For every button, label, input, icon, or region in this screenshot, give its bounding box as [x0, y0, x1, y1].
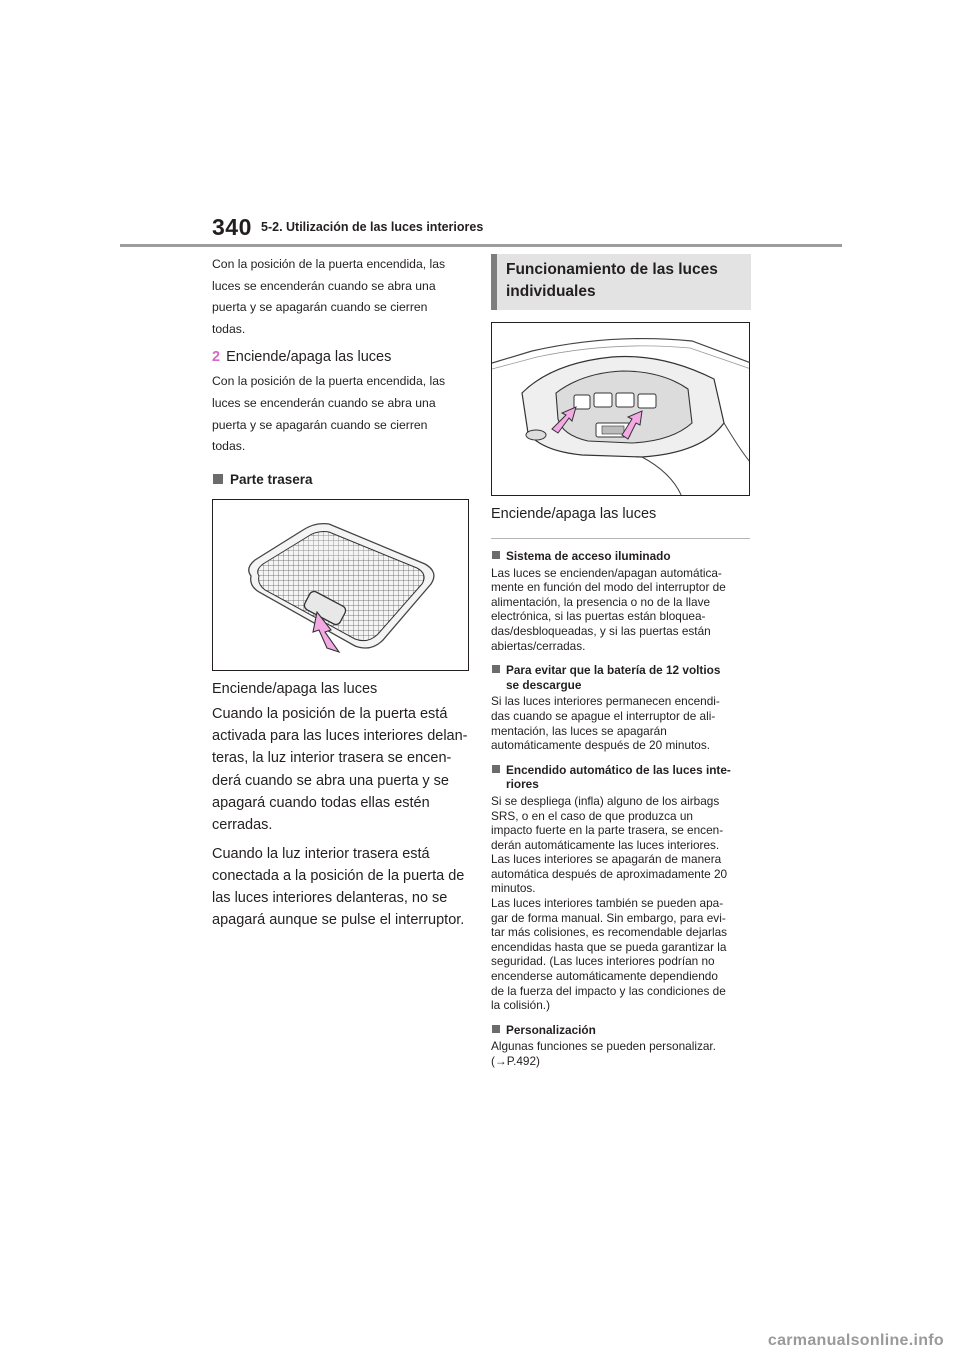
rear-heading-label: Parte trasera: [230, 471, 313, 487]
note-body: [491, 794, 751, 1013]
text-line: Algunas funciones se pueden personalizar.: [491, 1039, 716, 1054]
text-line: puerta y se apagarán cuando se cierren: [212, 300, 428, 315]
text-line: apagará cuando todas ellas estén: [212, 794, 430, 811]
page-reference-link[interactable]: (→P.492): [491, 1054, 540, 1068]
right-column: [491, 254, 751, 1069]
text-line: Cuando la luz interior trasera está: [212, 845, 430, 862]
text-line: encenderse automáticamente dependiendo: [491, 969, 718, 984]
note-body: [491, 566, 751, 654]
text-line: derán automáticamente las luces interiores.: [491, 837, 720, 852]
note-heading: [491, 663, 751, 692]
heading-line: riores: [506, 777, 539, 792]
text-line: la colisión.): [491, 998, 551, 1013]
text-line: Si las luces interiores permanecen encendi-: [491, 694, 720, 709]
square-bullet-icon: [492, 765, 500, 773]
heading-line: Para evitar que la batería de 12 voltios: [506, 663, 721, 678]
text-line: conectada a la posición de la puerta de: [212, 867, 465, 884]
step-label: Enciende/apaga las luces: [226, 349, 392, 366]
note-heading: [491, 763, 751, 792]
text-line: cerradas.: [212, 817, 273, 834]
text-line: encendidas hasta que se pueda garantizar la: [491, 939, 727, 954]
text-line: gar de forma manual. Sin embargo, para evi-: [491, 910, 726, 925]
header-rule: [120, 244, 842, 247]
text-line: teras, la luz interior trasera se encen-: [212, 750, 452, 767]
heading-line: individuales: [506, 283, 596, 300]
rear-paragraph-1: [212, 703, 470, 837]
text-line: Cuando la posición de la puerta está: [212, 705, 448, 722]
note-body: [491, 694, 751, 752]
note-automatic-on: [491, 763, 751, 1013]
square-bullet-icon: [213, 474, 223, 484]
watermark[interactable]: carmanualsonline.info: [767, 1332, 944, 1349]
note-heading: [491, 549, 751, 564]
heading-line: Sistema de acceso iluminado: [506, 549, 671, 563]
text-line: seguridad. (Las luces interiores podrían no: [491, 954, 715, 969]
text-line: electrónica, si las puertas están bloquea-: [491, 609, 706, 624]
text-line: mente en función del modo del interruptor de: [491, 580, 726, 595]
individual-lights-heading: [491, 254, 751, 310]
text-line: apagará aunque se pulse el interruptor.: [212, 912, 465, 929]
text-line: Con la posición de la puerta encendida, las: [212, 257, 446, 271]
square-bullet-icon: [492, 551, 500, 559]
front-console-light-illustration: [492, 323, 750, 496]
rear-dome-light-illustration: [213, 500, 469, 671]
step-2-paragraph: [212, 371, 470, 457]
text-line: SRS, o en el caso de que produzca un: [491, 808, 693, 823]
heading-line: Personalización: [506, 1022, 596, 1037]
text-line: derá cuando se abra una puerta y se: [212, 772, 449, 789]
text-line: luces se encenderán cuando se abra una: [212, 278, 436, 293]
heading-line: Funcionamiento de las luces: [506, 261, 718, 278]
text-line: puerta y se apagarán cuando se cierren: [212, 417, 428, 432]
heading-line: se descargue: [506, 677, 582, 692]
text-line: das/desbloqueadas, y si las puertas están: [491, 623, 711, 638]
text-line: las luces interiores delanteras, no se: [212, 890, 448, 907]
text-line: Si se despliega (infla) alguno de los airbags: [491, 793, 720, 808]
text-line: automáticamente después de 20 minutos.: [491, 738, 711, 753]
individual-figure-caption: Enciende/apaga las luces: [491, 506, 657, 522]
square-bullet-icon: [492, 1025, 500, 1033]
square-bullet-icon: [492, 665, 500, 673]
rear-heading: [212, 472, 470, 487]
step-number: 2: [212, 349, 221, 366]
text-line: Las luces interiores se apagarán de manera: [491, 852, 722, 867]
text-line: activada para las luces interiores delan-: [212, 728, 468, 745]
individual-lights-figure: [491, 322, 750, 496]
rear-light-figure: [212, 499, 469, 671]
section-divider: [491, 538, 750, 539]
text-line: todas.: [212, 439, 246, 454]
rear-figure-caption: Enciende/apaga las luces: [212, 680, 378, 697]
text-line: tar más colisiones, es recomendable dejarlas: [491, 925, 728, 940]
text-line: de la fuerza del impacto y las condiciones de: [491, 983, 726, 998]
section-title: 5-2. Utilización de las luces interiores: [261, 220, 484, 234]
left-column: [212, 254, 470, 932]
note-illuminated-entry: [491, 549, 751, 653]
text-line: impacto fuerte en la parte trasera, se encen-: [491, 823, 724, 838]
rear-paragraph-2: [212, 843, 470, 932]
heading-line: Encendido automático de las luces inte-: [506, 762, 731, 777]
text-line: abiertas/cerradas.: [491, 638, 586, 653]
text-line: todas.: [212, 321, 246, 336]
text-line: Con la posición de la puerta encendida, las: [212, 374, 446, 389]
page-number: 340: [212, 214, 252, 240]
step-2: [212, 347, 470, 367]
text-line: luces se encenderán cuando se abra una: [212, 395, 436, 410]
text-line: Las luces interiores también se pueden apa-: [491, 896, 724, 911]
text-line: Las luces se encienden/apagan automática-: [491, 565, 722, 580]
text-line: alimentación, la presencia o no de la llave: [491, 594, 711, 609]
text-line: das cuando se apague el interruptor de ali-: [491, 708, 716, 723]
intro-paragraph: [212, 254, 470, 340]
page-header: [0, 0, 960, 250]
text-line: automática después de aproximadamente 20: [491, 866, 728, 881]
note-body: [491, 1039, 751, 1068]
note-battery: [491, 663, 751, 753]
text-line: minutos.: [491, 881, 536, 896]
note-customization: [491, 1023, 751, 1069]
text-line: mentación, las luces se apagarán: [491, 723, 667, 738]
note-heading: [491, 1023, 751, 1038]
